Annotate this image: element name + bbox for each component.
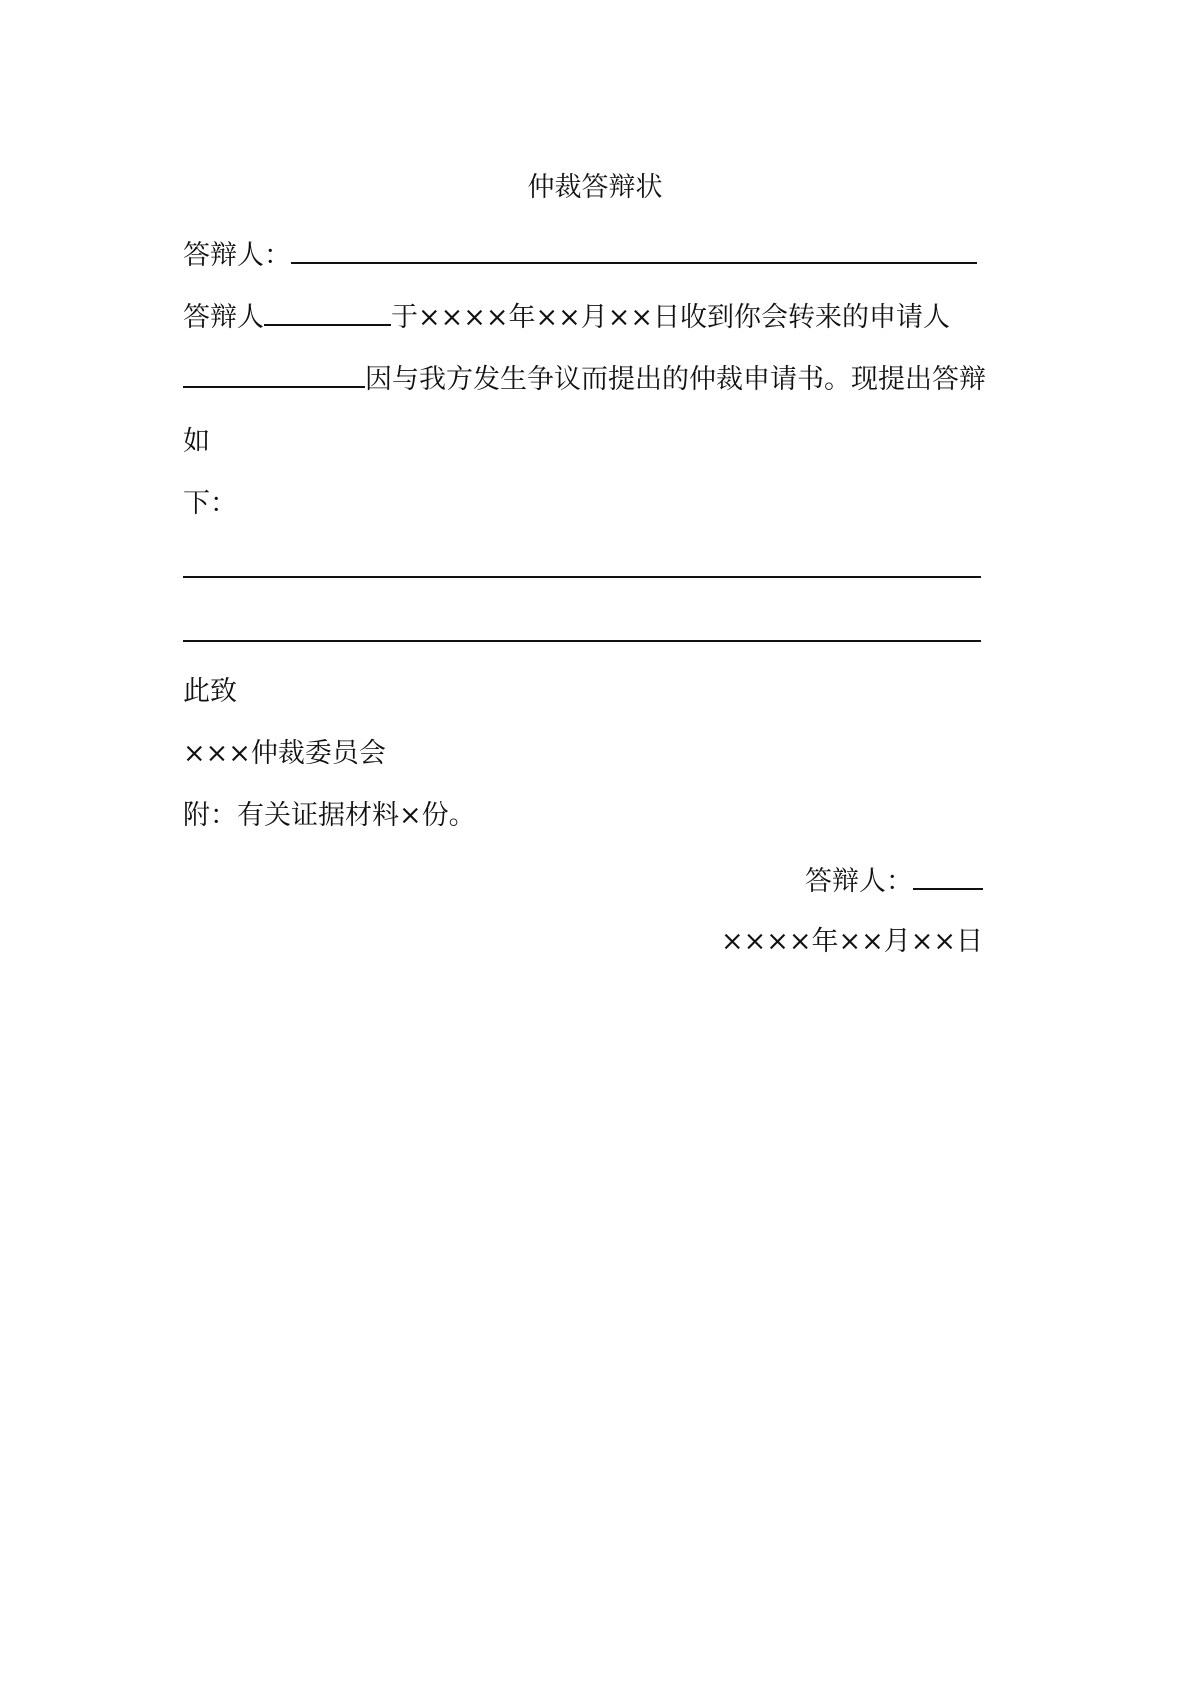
signature-blank[interactable] — [913, 862, 983, 890]
respondent-label: 答辩人： — [183, 240, 291, 271]
intro-line-1 — [183, 298, 950, 334]
intro-line-2 — [183, 360, 986, 396]
signature-line — [805, 862, 983, 898]
date-text: ××××年××月××日 — [721, 926, 983, 957]
respondent-line — [183, 236, 977, 272]
intro-suffix: 于××××年××月××日收到你会转来的申请人 — [391, 302, 950, 333]
respondent-blank-inline[interactable] — [264, 298, 391, 326]
intro-line-3: 如 — [183, 426, 210, 457]
applicant-blank[interactable] — [183, 360, 365, 388]
intro-line-4: 下： — [183, 488, 237, 519]
attachment-text: 附：有关证据材料×份。 — [183, 800, 476, 831]
respondent-name-blank[interactable] — [291, 236, 977, 264]
intro-prefix: 答辩人 — [183, 302, 264, 333]
addressee-text: ×××仲裁委员会 — [183, 738, 386, 769]
document-title: 仲裁答辩状 — [527, 172, 663, 203]
answer-blank-line-1[interactable] — [183, 576, 981, 578]
answer-blank-line-2[interactable] — [183, 640, 981, 642]
intro-line-2-text: 因与我方发生争议而提出的仲裁申请书。现提出答辩 — [365, 364, 986, 395]
signature-label: 答辩人： — [805, 866, 913, 897]
closing-text: 此致 — [183, 676, 237, 707]
